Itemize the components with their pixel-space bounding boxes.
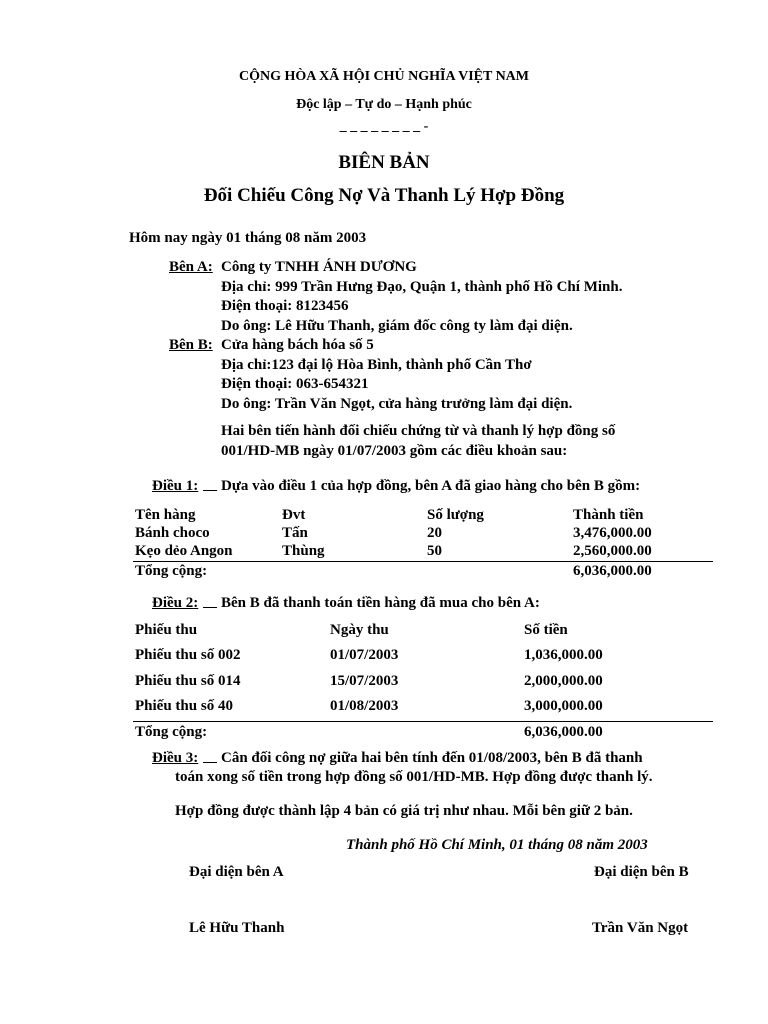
- payments-cell-amount: 2,000,000.00: [524, 673, 603, 689]
- party-a-phone: Điện thoại: 8123456: [221, 298, 349, 314]
- article-3-underline: [203, 762, 217, 763]
- goods-header-quantity: Số lượng: [427, 507, 484, 523]
- article-1-label: Điều 1:: [152, 478, 199, 494]
- goods-cell-amount: 3,476,000.00: [573, 525, 652, 541]
- goods-cell-amount: 2,560,000.00: [573, 543, 652, 559]
- signature-b-title: Đại diện bên B: [594, 864, 689, 880]
- party-b-name: Cửa hàng bách hóa số 5: [221, 337, 374, 353]
- payments-total-label: Tổng cộng:: [135, 724, 208, 740]
- goods-total-label: Tổng cộng:: [135, 563, 208, 579]
- article-2-label: Điều 2:: [152, 595, 199, 611]
- payments-cell-amount: 1,036,000.00: [524, 647, 603, 663]
- payments-header-amount: Số tiền: [524, 622, 568, 638]
- payments-cell-amount: 3,000,000.00: [524, 698, 603, 714]
- goods-header-unit: Đvt: [282, 507, 306, 523]
- article-2-text: Bên B đã thanh toán tiền hàng đã mua cho bên A:: [221, 595, 540, 611]
- party-b-label: Bên B:: [169, 337, 213, 353]
- party-a-label: Bên A:: [169, 259, 213, 275]
- payments-cell-receipt: Phiếu thu số 014: [135, 673, 241, 689]
- payments-total-rule: [133, 721, 713, 722]
- goods-cell-unit: Thùng: [282, 543, 325, 559]
- goods-cell-unit: Tấn: [282, 525, 308, 541]
- article-3-line-2: toán xong số tiền trong hợp đồng số 001/HD-MB. Hợp đồng được thanh lý.: [175, 769, 653, 785]
- payments-cell-receipt: Phiếu thu số 002: [135, 647, 241, 663]
- party-b-representative: Do ông: Trần Văn Ngọt, cửa hàng trưởng làm đại diện.: [221, 396, 573, 412]
- national-motto: Độc lập – Tự do – Hạnh phúc: [296, 97, 472, 112]
- goods-total-value: 6,036,000.00: [573, 563, 652, 579]
- article-2-underline: [203, 607, 217, 608]
- payments-total-value: 6,036,000.00: [524, 724, 603, 740]
- intro-line-2: 001/HD-MB ngày 01/07/2003 gồm các điều khoản sau:: [221, 443, 568, 459]
- signature-b-name: Trần Văn Ngọt: [592, 920, 689, 936]
- payments-cell-date: 01/08/2003: [330, 698, 399, 714]
- party-b-address: Địa chỉ:123 đại lộ Hòa Bình, thành phố Cần Thơ: [221, 357, 532, 373]
- signature-a-name: Lê Hữu Thanh: [189, 920, 285, 936]
- article-3-line-1: Cân đối công nợ giữa hai bên tính đến 01/08/2003, bên B đã thanh: [221, 750, 643, 766]
- party-b-phone: Điện thoại: 063-654321: [221, 376, 369, 392]
- goods-header-item: Tên hàng: [135, 507, 196, 523]
- document-subtitle: Đối Chiếu Công Nợ Và Thanh Lý Hợp Đồng: [203, 185, 565, 206]
- signature-a-title: Đại diện bên A: [189, 864, 284, 880]
- payments-cell-receipt: Phiếu thu số 40: [135, 698, 233, 714]
- article-1-text: Dựa vào điều 1 của hợp đồng, bên A đã giao hàng cho bên B gồm:: [221, 478, 641, 494]
- goods-cell-item: Kẹo dẻo Angon: [135, 543, 233, 559]
- place-and-date: Thành phố Hồ Chí Minh, 01 tháng 08 năm 2003: [346, 837, 648, 853]
- country-name: CỘNG HÒA XÃ HỘI CHỦ NGHĨA VIỆT NAM: [238, 69, 529, 84]
- document-title: BIÊN BẢN: [338, 152, 430, 173]
- goods-header-amount: Thành tiền: [573, 507, 644, 523]
- closing-statement: Hợp đồng được thành lập 4 bản có giá trị như nhau. Mỗi bên giữ 2 bản.: [175, 803, 633, 819]
- goods-cell-quantity: 50: [427, 543, 442, 559]
- payments-cell-date: 01/07/2003: [330, 647, 399, 663]
- goods-cell-item: Bánh choco: [135, 525, 210, 541]
- party-a-representative: Do ông: Lê Hữu Thanh, giám đốc công ty làm đại diện.: [221, 318, 573, 334]
- goods-cell-quantity: 20: [427, 525, 442, 541]
- party-a-address: Địa chỉ: 999 Trần Hưng Đạo, Quận 1, thành phố Hồ Chí Minh.: [221, 279, 623, 295]
- goods-total-rule: [133, 561, 713, 562]
- payments-cell-date: 15/07/2003: [330, 673, 399, 689]
- party-a-name: Công ty TNHH ÁNH DƯƠNG: [221, 259, 417, 275]
- header-divider: _ _ _ _ _ _ _ _ -: [339, 119, 429, 134]
- payments-header-date: Ngày thu: [330, 622, 389, 638]
- intro-line-1: Hai bên tiến hành đối chiếu chứng từ và thanh lý hợp đồng số: [221, 423, 616, 439]
- article-3-label: Điều 3:: [152, 750, 199, 766]
- payments-header-receipt: Phiếu thu: [135, 622, 198, 638]
- date-line: Hôm nay ngày 01 tháng 08 năm 2003: [129, 230, 367, 246]
- article-1-underline: [203, 490, 217, 491]
